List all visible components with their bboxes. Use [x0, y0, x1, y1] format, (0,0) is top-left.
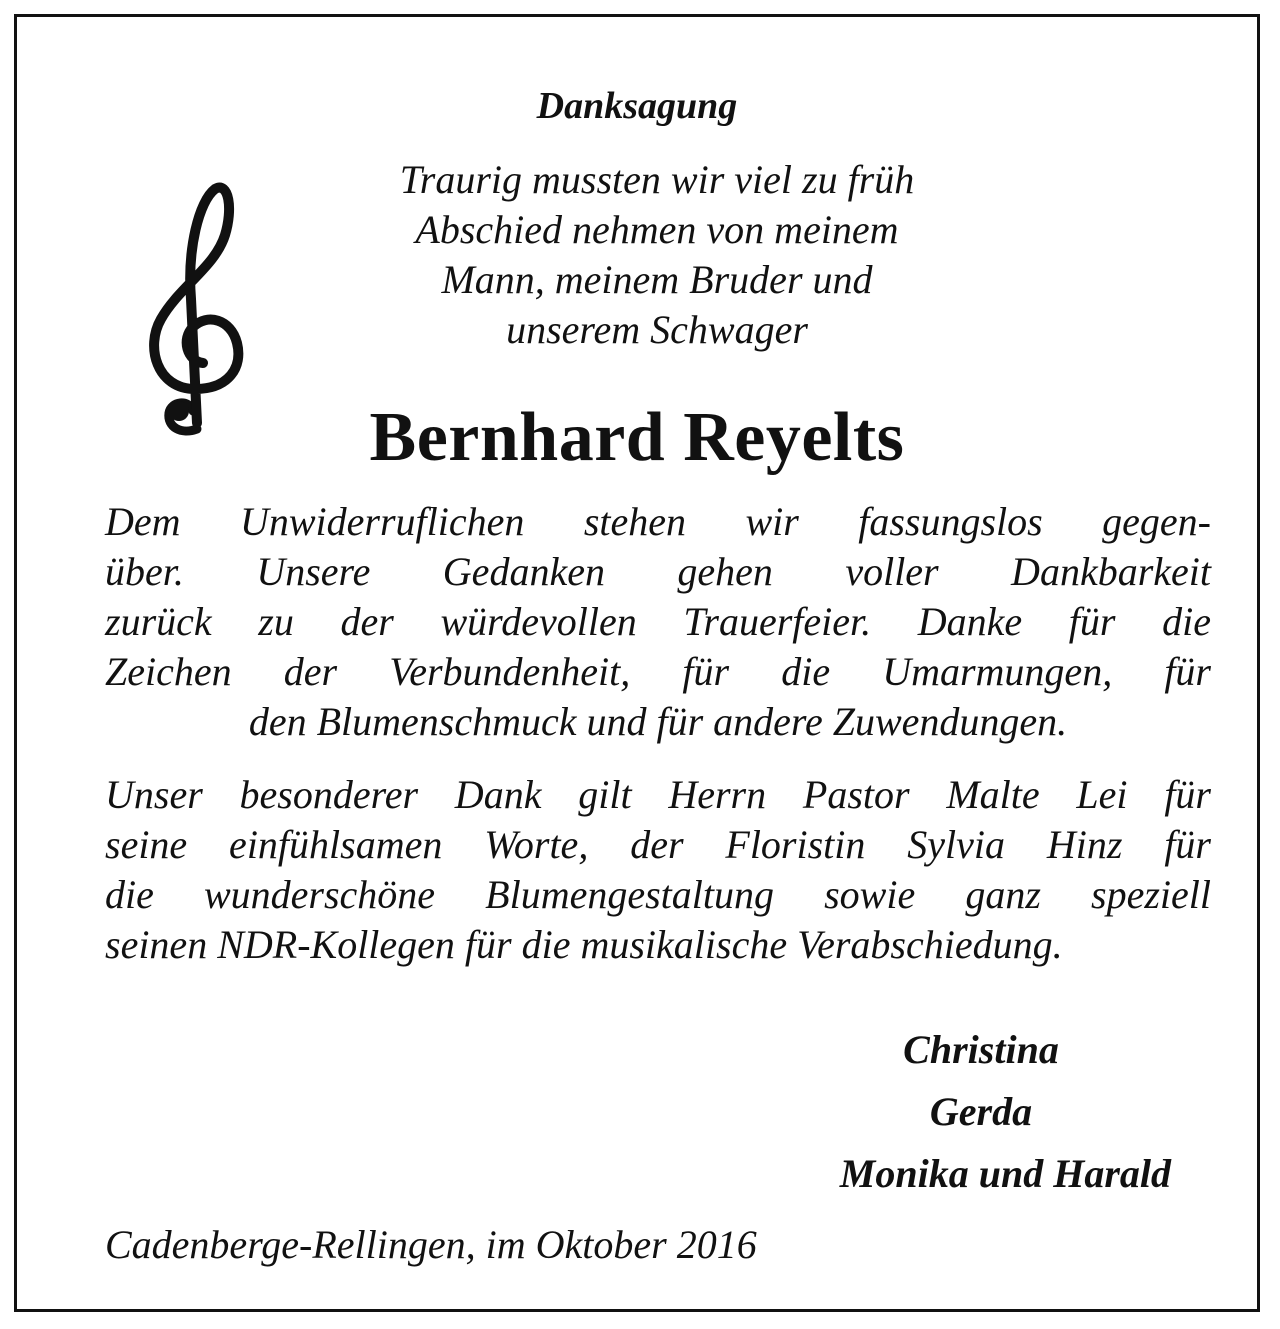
paragraph-line: Dem Unwiderruflichen stehen wir fassungslos gegen- — [105, 499, 1211, 544]
intro-line: Traurig mussten wir viel zu früh — [399, 157, 915, 202]
thanks-paragraph-2 — [105, 770, 1211, 970]
paragraph-line: Zeichen der Verbundenheit, für die Umarmungen, für — [105, 649, 1211, 694]
signature-name: Gerda — [929, 1089, 1033, 1134]
deceased-name: Bernhard Reyelts — [369, 399, 905, 476]
intro-line: Mann, meinem Bruder und — [441, 257, 873, 302]
place-date: Cadenberge-Rellingen, im Oktober 2016 — [105, 1222, 757, 1267]
paragraph-line: den Blumenschmuck und für andere Zuwendungen. — [248, 699, 1068, 744]
notice-heading: Danksagung — [536, 85, 738, 127]
thanks-paragraph-1 — [105, 497, 1211, 747]
paragraph-line: zurück zu der würdevollen Trauerfeier. Danke für die — [105, 599, 1211, 644]
paragraph-line: seine einfühlsamen Worte, der Floristin Sylvia Hinz für — [105, 822, 1211, 867]
intro-line: unserem Schwager — [506, 307, 808, 352]
signature-name: Christina — [903, 1027, 1059, 1072]
paragraph-line: die wunderschöne Blumengestaltung sowie ganz speziell — [105, 872, 1211, 917]
obituary-notice — [14, 14, 1260, 1312]
signature-block — [751, 1019, 1171, 1205]
intro-line: Abschied nehmen von meinem — [415, 207, 899, 252]
signature-name: Monika und Harald — [839, 1151, 1171, 1196]
paragraph-line: Unser besonderer Dank gilt Herrn Pastor Malte Lei für — [105, 772, 1211, 817]
paragraph-line: seinen NDR-Kollegen für die musikalische Verabschiedung. — [105, 922, 1063, 967]
paragraph-line: über. Unsere Gedanken gehen voller Dankbarkeit — [105, 549, 1211, 594]
intro-text — [317, 155, 997, 355]
